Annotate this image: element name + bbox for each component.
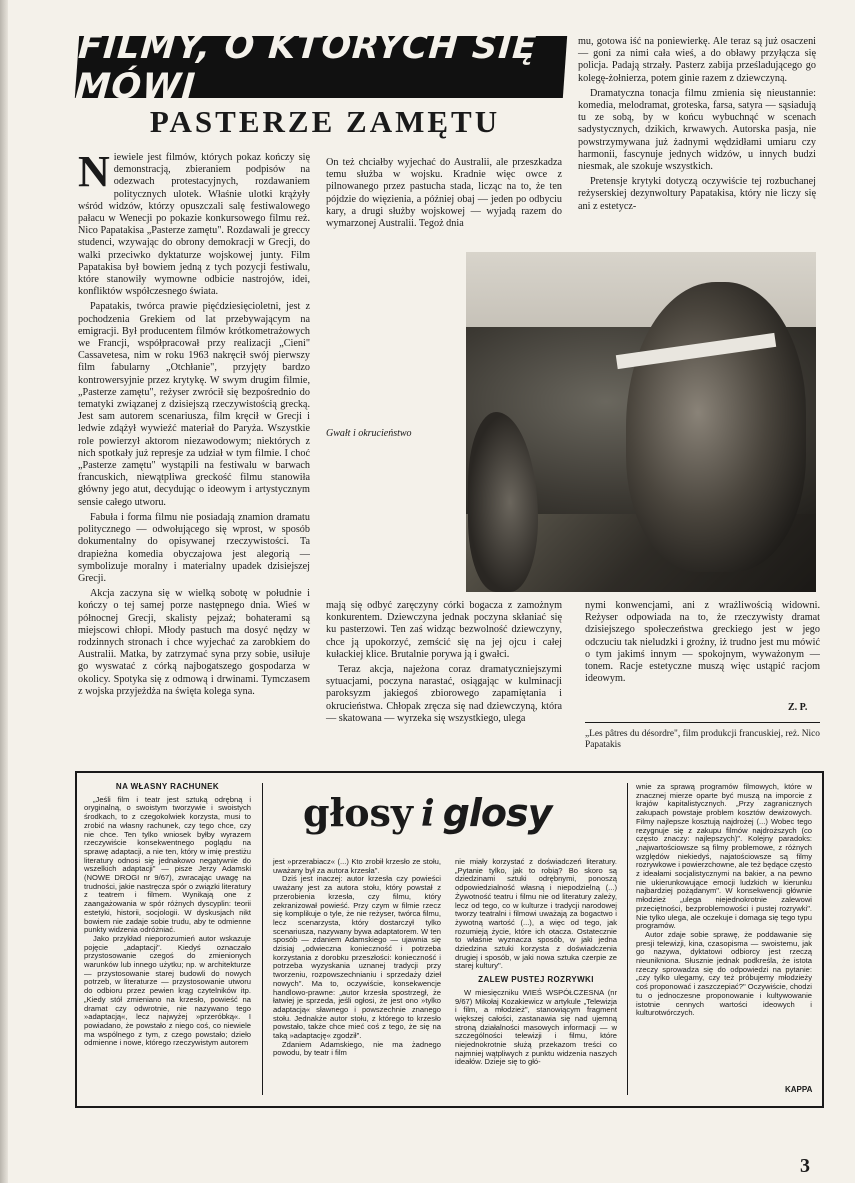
paragraph: mu, gotowa iść na poniewierkę. Ale teraz są już osaczeni — goni za nimi cała wieś, a do obławy przyłącza się policja. Padają strzały. Pasterz zabija prześladującego go kolegę-żołnierza, potem ginie razem z dziewczyną.	[578, 36, 816, 84]
box-column-1	[84, 783, 251, 1048]
column-divider	[627, 783, 628, 1095]
paragraph: Zdaniem Adamskiego, nie ma żadnego powodu, by teatr i film	[273, 1039, 441, 1058]
box-subheading: ZALEW PUSTEJ ROZRYWKI	[478, 975, 594, 985]
paragraph: Pretensje krytyki dotyczą oczywiście tej rozbuchanej reżyserskiej dezynwoltury Papatakisa, który nie liczy się ani z estetycz-	[578, 176, 816, 212]
paragraph: Jako przykład nieporozumień autor wskazuje pojęcie „adaptacji". Kiedyś oznaczało przystosowanie czegoś do zmienionych warunków lub innego użytku; np. w architekturze — przystosowanie starej budowli do nowych potrzeb, w literaturze — przystosowanie utworu do odbioru przez pewien krąg czytelników itp. „Kiedy stół zmieniano na krzesło, powieść na dramat czy odwrotnie, nie nazywano tego »adaptacją«, lecz najwyżej »przeróbką«. I powiadano, że powstało z niego coś, co niewiele ma wspólnego z tym, z czego powstało; dzieło odmienne i nowe, którego rzeczywistym autorem	[84, 933, 251, 1048]
film-credit-note: „Les pâtres du désordre", film produkcji francuskiej, reż. Nico Papatakis	[585, 722, 820, 751]
paragraph: Niewiele jest filmów, których pokaz kończy się demonstracją, zbieraniem podpisów na odezwach protestacyjnych, rozdawaniem politycznych ulotek. Właśnie ulotki krążyły wśród widzów, którzy opuszczali salę festiwalowego pałacu w Wenecji po pokazie konkursowego filmu reż. Nico Papatakisa „Pasterze zamętu". Rozdawali je greccy studenci, wzywając do obrony demokracji w Grecji, do walki przeciwko dyktaturze wojskowej junty. Film Papatakisa był bowiem jedną z tych pozycji festiwalu, które stanowiły wymowne odbicie nastrojów, idei, konfliktów współczesnego świata.	[78, 147, 310, 298]
box-title: głosy i glosy	[303, 790, 552, 835]
paragraph: Akcja zaczyna się w wielką sobotę w południe i kończy o tej samej porze następnego dnia. Wieś w północnej Grecji, skalisty pejzaż; bohaterami są miejscowi chłopi. Młody pastuch ma dosyć nędzy w rodzinnych stronach i chce wyjechać za zarobkiem do Australii. Matka, by zatrzymać syna przy sobie, usiłuje go wyswatać z córką najbogatszego gospodarza w okolicy. Spotyka się z odmową i drwinami. Tymczasem z wojska przyjeżdża na święta kolega syna.	[78, 588, 310, 697]
box-heading: NA WŁASNY RACHUNEK	[115, 782, 220, 791]
paragraph: Teraz akcja, najeżona coraz dramatyczniejszymi sytuacjami, poczyna narastać, osiągając w kulminacji paroksyzm jakiegoś zbiorowego zapamiętania i okrucieństwa. Chłopak zręcza się nad dziewczyną, która — skatowana — wyrzeka się wszystkiego, ulega	[326, 664, 562, 724]
paragraph: mają się odbyć zaręczyny córki bogacza z zamożnym konkurentem. Dziewczyna jednak poczyna skłaniać się ku pasterzowi. Ten zaś widząc bezwolność dziewczyny, chce ją upokorzyć, zemścić się na jej ojcu i całej kułackiej klice. Brutalnie porywa ją i gwałci.	[326, 600, 562, 660]
box-column-3	[455, 858, 617, 1067]
paragraph: On też chciałby wyjechać do Australii, ale przeszkadza temu służba w wojsku. Kradnie więc owce z pilnowanego przez pastucha stada, licząc na to, że ten pójdzie do więzienia, a później obaj — jeden po odbyciu kary, a drugi służby wojskowej — wyjadą razem do wymarzonej Australii. Tegoż dnia	[326, 157, 562, 230]
paragraph: Papatakis, twórca prawie pięćdziesięcioletni, jest z pochodzenia Grekiem od lat przebywającym na emigracji. Był producentem filmów krótkometrażowych we Francji, współpracował przy realizacji „Cieni" Cassavetesa, nim w roku 1963 nakręcił swój pierwszy film fabularny „Otchłanie", przyjęty bardzo kontrowersyjnie przez krytykę. W swym drugim filmie, „Pasterze zamętu", reżyser zwrócił się bezpośrednio do tematyki związanej z dzisiejszą rzeczywistością grecką. Jest sam autorem scenariusza, film kręcił w Grecji i ledwie zdążył wywieźć materiał do Paryża. Wszystkie role powierzył aktorom niezawodowym; niektórych z nich spotkały już represje za udział w tym filmie. I choć „Pasterze zamętu" wystąpili na festiwalu w barwach francuskich, niewątpliwa greckość filmu stanowiła główny jego atut, decydując o ideowym i artystycznym sensie całego utworu.	[78, 301, 310, 508]
article-column-3-bottom	[585, 600, 820, 685]
box-column-2	[273, 858, 441, 1058]
film-still-photo	[466, 252, 816, 592]
drop-cap: N	[78, 147, 110, 196]
paragraph: Dziś jest inaczej: autor krzesła czy powieści uważany jest za autora stołu, który powstał z przerobienia krzesła, czy filmu, który zekranizował powieść. Przy czym w filmie rzecz się komplikuje o tyle, że nie reżyser, twórca filmu, lecz scenarzysta, który dostarczył tylko scenariusza, nazywany bywa adaptatorem. W ten sposób — zdaniem Adamskiego — ujawnia się dzisiaj „odwieczna konieczność i potrzeba korzystania z dorobku przeszłości: konieczność i potrzeba wyzyskania uznanej tradycji przy tworzeniu, rozpowszechnianiu i sprzedaży dzieł nowych". Ma to, oczywiście, konsekwencje handlowo-prawne: „autor krzesła spostrzegł, że łatwiej je sprzeda, jeśli ogłosi, że jest ono »tylko adaptacją« sławnego i powszechnie znanego stołu. Jednakże autor stołu, z którego to krzesło powstało, także chce mieć coś z tego, że się na taką »adaptację« zgodził".	[273, 874, 441, 1041]
paragraph: Dramatyczna tonacja filmu zmienia się nieustannie: komedia, melodramat, groteska, farsa, satyra — sąsiadują tu ze sobą, by w końcu wybuchnąć w scenach sadystycznych, dzikich, krwawych. Autorska pasja, nie powstrzymywana już żadnymi wędzidłami umiaru czy harmonii, fascynuje jednych widzów, u innych budzi niesmak, ale szokuje wszystkich.	[578, 87, 816, 173]
article-column-3-top	[578, 36, 816, 213]
photo-caption: Gwałt i okrucieństwo	[326, 428, 412, 439]
article-title: PASTERZE ZAMĘTU	[149, 104, 501, 139]
paragraph: Fabuła i forma filmu nie posiadają znamion dramatu politycznego — odwołującego się wprost, w sposób dokumentalny do opisywanej rzeczywistości. Ta drapieżna komedia obyczajowa jest alegorią — symbolizuje moralny i materialny upadek dzisiejszej Grecji.	[78, 511, 310, 584]
box-signature: KAPPA	[785, 1085, 813, 1094]
author-signature: Z. P.	[788, 702, 808, 713]
article-column-1	[78, 147, 310, 698]
article-column-2-bottom	[326, 600, 562, 725]
article-column-2-top	[326, 157, 562, 230]
paragraph: Autor zdaje sobie sprawę, że poddawanie się presji telewizji, kina, czasopisma — swoistemu, jak go nazywa, dyktatowi odbiorcy jest rzeczą nieunikniona. Słusznie jednak podkreśla, że istota rzeczy sprowadza się do odpowiedzi na pytanie: „czy tylko ulegamy, czy też próbujemy młodzieży coś proponować i zaszczepiać?" Oczywiście, chodzi tu o jednoczesne proponowanie i kultywowanie istotnie cennych wartości ideowych i kulturotwórczych.	[636, 929, 812, 1018]
paragraph: nie miały korzystać z doświadczeń literatury. „Pytanie tylko, jak to robią? Bo skoro są dziedzinami sztuki odrębnymi, ponoszą odpowiedzialność własną i niepodzielną (...) Żywotność teatru i filmu nie od literatury zależy, lecz od tego, co w kulturze i tradycji narodowej tworzy teatralni i filmowi uważają za bogactwo i żywotną wartość (...), a więc od tego, jak rozumieją życie, które ich otacza. Ostatecznie to właśnie wyznacza sposób, w jaki jedna dziedzina sztuki korzysta z doświadczenia drugiej i sposób, w jaki nowa sztuka czerpie ze starej kultury".	[455, 857, 617, 971]
box-column-4	[636, 783, 812, 1018]
paragraph: nymi konwencjami, ani z wrażliwością widowni. Reżyser odpowiada na to, że rzeczywisty dramat dzisiejszego społeczeństwa greckiego jest w jego odczuciu tak nieludzki i groźny, iż trudno jest mu mówić o tym jakimś innym — spokojnym, wyważonym — tonem. Racje estetyczne muszą więc ustąpić racjom ideowym.	[585, 600, 820, 685]
page-number: 3	[800, 1155, 810, 1177]
paragraph: „Jeśli film i teatr jest sztuką odrębną i oryginalną, o swoistym tworzywie i swoistych środkach, to z czegokolwiek korzysta, musi to zrobić na własny rachunek, czy tego chce, czy nie chce. Ten tylko wniosek byłby wyrazem rzeczywiście konsekwentnego poglądu na sprawę adaptacji, a nie ten, który w imię prestiżu literatury odnosi się jednakowo negatywnie do wszelkich adaptacji" — pisze Jerzy Adamski (NOWE DROGI nr 9/67), zwracając uwagę na trudności, jakie nastręcza spór o związki literatury z teatrem i filmem. Wynikają one z zaangażowania w spór różnych dyscyplin: teorii estetyki, historii, socjologii. W dyskusjach nikt bowiem nie zadaje sobie trudu, aby te odmienne punkty widzenia odróżniać.	[84, 794, 251, 935]
paragraph: jest »przerabiacz« (...) Kto zrobił krzesło ze stołu, uważany był za autora krzesła".	[273, 857, 441, 875]
paragraph: wnie za sprawą programów filmowych, które w znacznej mierze oparte być muszą na imporcie z krajów kapitalistycznych. „Przy zagranicznych zakupach powstaje problem kosztów dewizowych. Filmy najlepsze kosztują najdrożej (...) Wobec tego rezygnuje się z zakupu filmów najdroższych (co często znaczy: najlepszych)". Kolejny paradoks: „najwartościowsze są filmy problemowe, z różnych względów niekiedyś, najatościowsze są filmy rozrywkowe i powierzchowne, ale też będące często z ideałami socjalistycznymi na bakier, a na pewno nie ukierunkowujące emocji ludzkich w kierunku najbardziej pożądanym". W konsekwencji głównie młodzież „ulega niejednokrotnie zalewowi przeciętności, bezproblemowości i pustej rozrywki". Nie tylko ulega, ale oczekuje i domaga się tego typu programów.	[636, 782, 813, 931]
photo-figure-right	[626, 282, 806, 572]
column-divider	[262, 783, 263, 1095]
scan-edge	[0, 0, 8, 1183]
section-banner: FILMY, O KTÓRYCH SIĘ MÓWI	[75, 36, 567, 98]
paragraph: W miesięczniku WIEŚ WSPÓŁCZESNA (nr 9/67) Mikołaj Kozakiewicz w artykule „Telewizja i film, a młodzież", stanowiącym fragment większej całości, zastanawia się nad ujemną stroną działalności masowych informacji — w szczególności telewizji i filmu, które niejednokrotnie służą przekazom treści co najmniej wątpliwych z punktu widzenia naszych ideałów. Dzieje się to głó-	[455, 987, 617, 1067]
